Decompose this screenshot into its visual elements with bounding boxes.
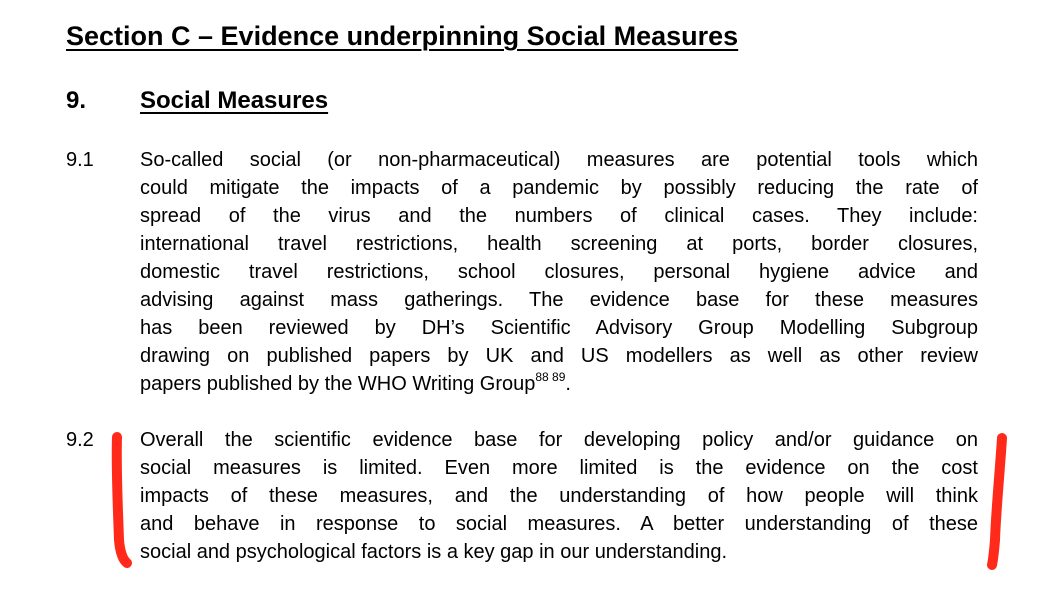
paragraph-line: So-called social (or non-pharmaceutical) measures are potential tools which [140, 149, 978, 171]
paragraph-line: impacts of these measures, and the understanding of how people will think [140, 485, 978, 507]
paragraph-number: 9.2 [66, 429, 94, 451]
paragraph-line: social measures is limited. Even more limited is the evidence on the cost [140, 457, 978, 479]
paragraph-line: social and psychological factors is a key gap in our understanding. [140, 541, 728, 563]
paragraph-line: has been reviewed by DH’s Scientific Advisory Group Modelling Subgroup [140, 317, 978, 339]
end-punctuation: . [565, 373, 571, 395]
paragraph-line: and behave in response to social measures. A better understanding of these [140, 513, 978, 535]
paragraph-last-line [140, 370, 978, 398]
subsection-heading [66, 84, 328, 118]
paragraph-line: could mitigate the impacts of a pandemic by possibly reducing the rate of [140, 177, 978, 199]
paragraph-line: domestic travel restrictions, school closures, personal hygiene advice and [140, 261, 978, 283]
subsection-number: 9. [66, 87, 87, 114]
paragraph-line-text: papers published by the WHO Writing Group [140, 373, 536, 395]
paragraph-body [140, 426, 978, 566]
paragraph-body [140, 146, 978, 398]
paragraph-line: international travel restrictions, health screening at ports, border closures, [140, 233, 978, 255]
paragraph-line: spread of the virus and the numbers of clinical cases. They include: [140, 205, 978, 227]
paragraph-line: advising against mass gatherings. The evidence base for these measures [140, 289, 978, 311]
footnote-refs: 88 89 [535, 370, 566, 384]
right-marker-stroke [992, 438, 1002, 565]
section-heading: Section C – Evidence underpinning Social Measures [66, 21, 739, 51]
subsection-title: Social Measures [140, 87, 329, 114]
left-marker-stroke [117, 437, 127, 563]
paragraph-number: 9.1 [66, 149, 94, 171]
paragraph-line: Overall the scientific evidence base for developing policy and/or guidance on [140, 429, 978, 451]
paragraph-line: drawing on published papers by UK and US modellers as well as other review [140, 345, 978, 367]
